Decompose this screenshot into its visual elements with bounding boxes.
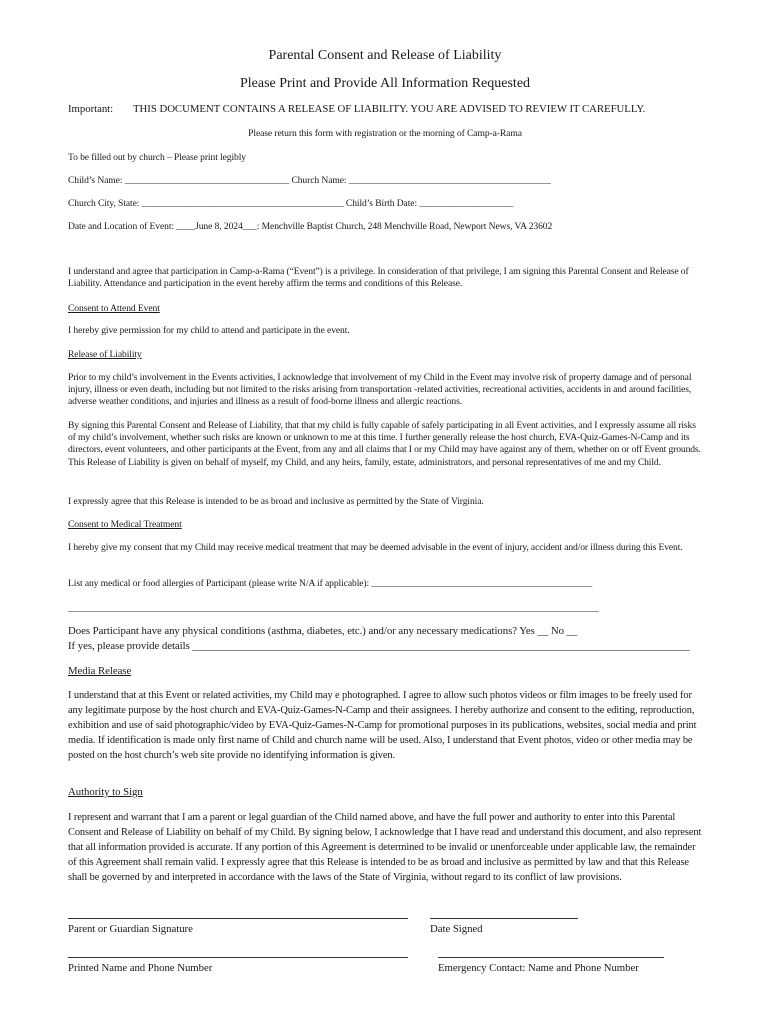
- medical-text: I hereby give my consent that my Child may receive medical treatment that may be deemed advisable in the event of injury, accident and/or illness during this Event.: [68, 542, 683, 553]
- event-label: Date and Location of Event:: [68, 221, 174, 232]
- emergency-contact-line[interactable]: [438, 957, 664, 958]
- date-signed-line[interactable]: [430, 918, 578, 919]
- important-label: Important:: [68, 103, 114, 115]
- allergies-blank[interactable]: _______________________________________________: [371, 578, 593, 589]
- event-location: : Menchville Baptist Church, 248 Menchville Road, Newport News, VA 23602: [256, 221, 553, 232]
- emergency-contact-label: Emergency Contact: Name and Phone Number: [438, 962, 639, 974]
- allergies-label: List any medical or food allergies of Participant (please write N/A if applicable):: [68, 578, 370, 589]
- return-note: Please return this form with registration or the morning of Camp-a-Rama: [248, 128, 522, 139]
- childs-name-field[interactable]: [68, 175, 551, 186]
- release-paragraph-3: I expressly agree that this Release is intended to be as broad and inclusive as permitted by the State of Virginia.: [68, 496, 484, 507]
- page-title: Parental Consent and Release of Liability: [268, 48, 502, 63]
- parent-signature-label: Parent or Guardian Signature: [68, 923, 193, 935]
- important-notice: THIS DOCUMENT CONTAINS A RELEASE OF LIABILITY. YOU ARE ADVISED TO REVIEW IT CAREFULLY.: [133, 103, 646, 115]
- allergies-field[interactable]: [68, 578, 592, 589]
- page-subtitle: Please Print and Provide All Information Requested: [239, 76, 531, 91]
- childs-name-label: Child’s Name:: [68, 175, 123, 186]
- conditions-question[interactable]: Does Participant have any physical conditions (asthma, diabetes, etc.) and/or any necessary medications? Yes __ No __: [68, 625, 578, 637]
- release-paragraph-1: Prior to my child’s involvement in the Events activities, I acknowledge that involvement of my Child in the Event may involve risk of property damage and of personal injury, illness or even death, including but not limited to the risks arising from transportation -related activities, recreational activities, accidents in and around facilities, adverse weather conditions, and injuries and illness as a result of food-borne illness and allergic reactions.: [68, 372, 692, 408]
- church-city-blank[interactable]: ___________________________________________: [141, 198, 344, 209]
- intro-paragraph: I understand and agree that participation in Camp-a-Rama (“Event”) is a privilege. In consideration of that privilege, I am signing this Parental Consent and Release of Liability. Attendance and participation in the event hereby affirm the terms and conditions of this Release.: [68, 266, 689, 290]
- allergies-line-2[interactable]: _________________________________________________________________________________________________________________: [68, 603, 599, 614]
- parent-signature-line[interactable]: [68, 918, 408, 919]
- consent-attend-text: I hereby give permission for my child to attend and participate in the event.: [68, 325, 350, 336]
- printed-name-label: Printed Name and Phone Number: [68, 962, 213, 974]
- authority-text: I represent and warrant that I am a parent or legal guardian of the Child named above, and have the full power and authority to enter into this Parental Consent and Release of Liability on behalf of my Child. By signing below, I acknowledge that I have read and understand this document, and also represent that all information provided is accurate. If any portion of this Agreement is determined to be invalid or unenforceable under applicable law, the remainder of this Agreement shall remain valid. I expressly agree that this Release is intended to be as broad and inclusive as permitted by law and that this Release shall be governed by and interpreted in accordance with the laws of the State of Virginia, without regard to its conflict of law provisions.: [68, 812, 702, 883]
- conditions-details[interactable]: If yes, please provide details _____________________________________________________________________________________________: [68, 640, 690, 652]
- birth-date-blank[interactable]: ____________________: [419, 198, 514, 209]
- church-city-label: Church City, State:: [68, 198, 140, 209]
- medical-heading: Consent to Medical Treatment: [68, 519, 182, 530]
- date-signed-label: Date Signed: [430, 923, 483, 935]
- event-field: [68, 221, 552, 232]
- media-heading: Media Release: [68, 665, 132, 677]
- consent-attend-heading: Consent to Attend Event: [68, 303, 160, 314]
- media-text: I understand that at this Event or related activities, my Child may e photographed. I agree to allow such photos videos or film images to be freely used for any legitimate purpose by the host church and EVA-Quiz-Games-N-Camp and their assignees. I hereby authorize and consent to the editing, reproduction, exhibition and use of said photographic/video by EVA-Quiz-Games-N-Camp for promotional purposes in its publications, websites, social media and print media. If identification is made only first name of Child and church name will be used. Also, I understand that Event photos, video or other media may be posted on the host church’s web site provide no identifying information is given.: [68, 690, 697, 761]
- printed-name-line[interactable]: [68, 957, 408, 958]
- release-heading: Release of Liability: [68, 349, 142, 360]
- childs-name-blank[interactable]: ___________________________________: [124, 175, 290, 186]
- authority-heading: Authority to Sign: [68, 786, 143, 798]
- church-name-blank[interactable]: ___________________________________________: [348, 175, 551, 186]
- church-name-label: Church Name:: [291, 175, 347, 186]
- church-fill-note: To be filled out by church – Please print legibly: [68, 152, 246, 163]
- church-city-field[interactable]: [68, 198, 513, 209]
- event-date: ____June 8, 2024___: [176, 221, 257, 232]
- release-paragraph-2: By signing this Parental Consent and Release of Liability, that that my child is fully capable of safely participating in all Event activities, and I expressly assume all risks of my child’s involvement, whether such risks are known or unknown to me at this time. I further generally release the host church, EVA-Quiz-Games-N-Camp and its directors, event volunteers, and other participants at the Event, from any and all claims that I or my Child may have against any of them, whether on or off Event grounds. This Release of Liability is given on behalf of myself, my Child, and any heirs, family, estate, administrators, and personal representatives of me and my Child.: [68, 420, 701, 468]
- birth-date-label: Child’s Birth Date:: [345, 198, 418, 209]
